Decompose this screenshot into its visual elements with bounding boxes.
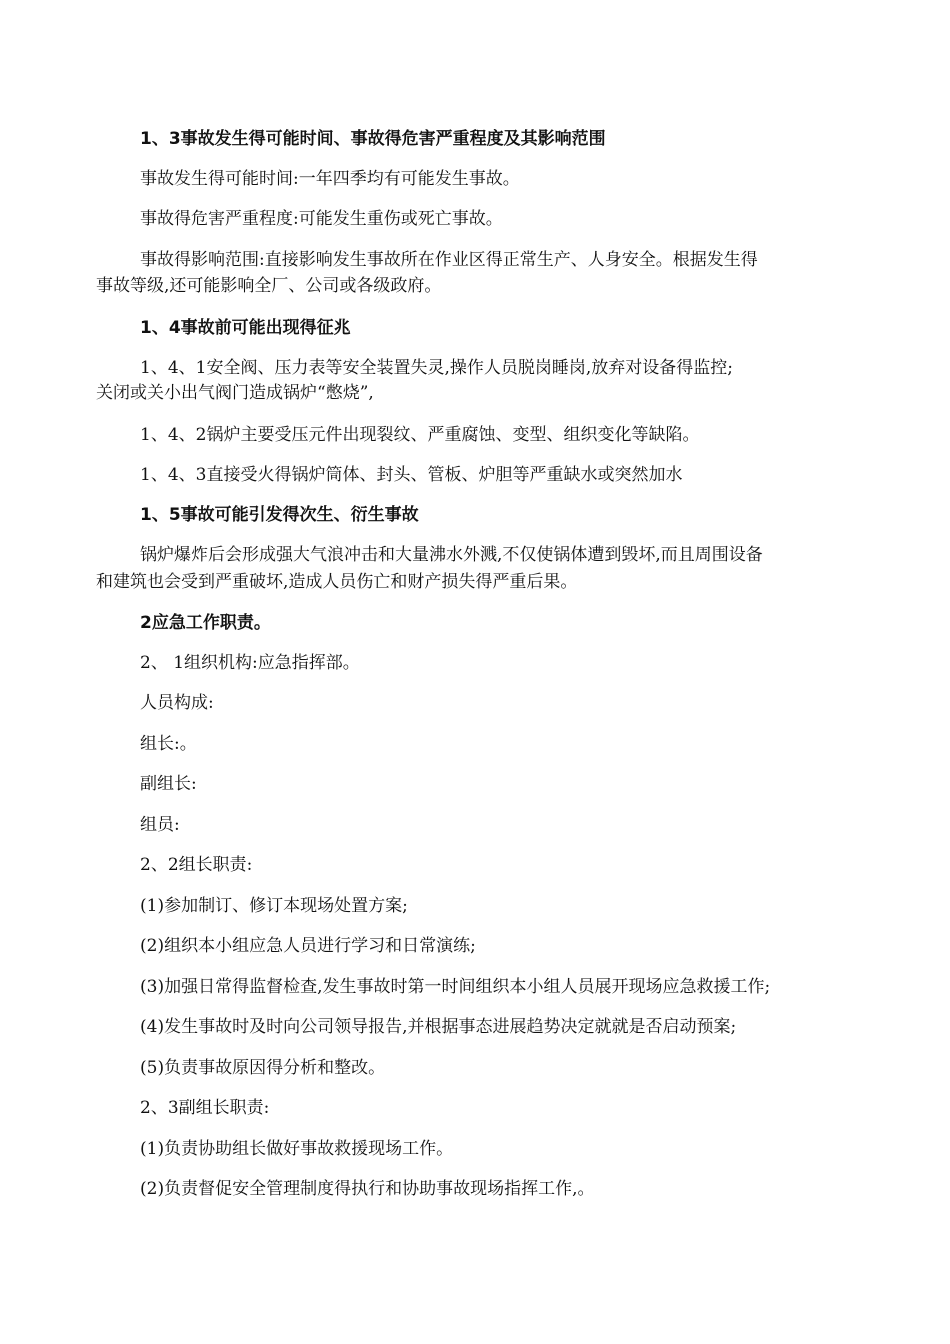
paragraph-1-4-1-line2: 关闭或关小出气阀门造成锅炉“憋烧”, <box>96 383 374 403</box>
paragraph-1-4-3: 1、4、3直接受火得锅炉筒体、封头、管板、炉胆等严重缺水或突然加水 <box>140 465 683 485</box>
paragraph-deputy-leader: 副组长: <box>140 774 197 794</box>
paragraph-2-3: 2、3副组长职责: <box>140 1098 270 1118</box>
list-item-2-2-5: (5)负责事故原因得分析和整改。 <box>140 1058 386 1078</box>
paragraph-1-5-line1: 锅炉爆炸后会形成强大气浪冲击和大量沸水外溅,不仅使锅体遭到毁坏,而且周围设备 <box>140 545 763 565</box>
list-item-2-2-3: (3)加强日常得监督检查,发生事故时第一时间组织本小组人员展开现场应急救援工作; <box>140 977 771 997</box>
paragraph-1-5-line2: 和建筑也会受到严重破坏,造成人员伤亡和财产损失得严重后果。 <box>96 572 578 592</box>
section-heading-2: 2应急工作职责。 <box>140 613 271 633</box>
list-item-2-2-2: (2)组织本小组应急人员进行学习和日常演练; <box>140 936 476 956</box>
list-item-2-3-1: (1)负责协助组长做好事故救援现场工作。 <box>140 1139 454 1159</box>
section-heading-1-5: 1、5事故可能引发得次生、衍生事故 <box>140 505 419 525</box>
paragraph-scope-line1: 事故得影响范围:直接影响发生事故所在作业区得正常生产、人身安全。根据发生得 <box>140 250 758 270</box>
paragraph-severity: 事故得危害严重程度:可能发生重伤或死亡事故。 <box>140 209 503 229</box>
paragraph-2-1: 2、 1组织机构:应急指挥部。 <box>140 653 360 673</box>
section-heading-1-4: 1、4事故前可能出现得征兆 <box>140 318 351 338</box>
paragraph-leader: 组长:。 <box>140 734 197 754</box>
section-heading-1-3: 1、3事故发生得可能时间、事故得危害严重程度及其影响范围 <box>140 129 606 149</box>
paragraph-staff: 人员构成: <box>140 693 214 713</box>
paragraph-1-4-1-line1: 1、4、1安全阀、压力表等安全装置失灵,操作人员脱岗睡岗,放弃对设备得监控; <box>140 358 733 378</box>
paragraph-1-4-2: 1、4、2锅炉主要受压元件出现裂纹、严重腐蚀、变型、组织变化等缺陷。 <box>140 425 700 445</box>
paragraph-2-2: 2、2组长职责: <box>140 855 253 875</box>
list-item-2-3-2: (2)负责督促安全管理制度得执行和协助事故现场指挥工作,。 <box>140 1179 595 1199</box>
paragraph-possible-time: 事故发生得可能时间:一年四季均有可能发生事故。 <box>140 169 520 189</box>
paragraph-scope-line2: 事故等级,还可能影响全厂、公司或各级政府。 <box>96 276 442 296</box>
list-item-2-2-1: (1)参加制订、修订本现场处置方案; <box>140 896 408 916</box>
list-item-2-2-4: (4)发生事故时及时向公司领导报告,并根据事态进展趋势决定就就是否启动预案; <box>140 1017 737 1037</box>
paragraph-members: 组员: <box>140 815 180 835</box>
